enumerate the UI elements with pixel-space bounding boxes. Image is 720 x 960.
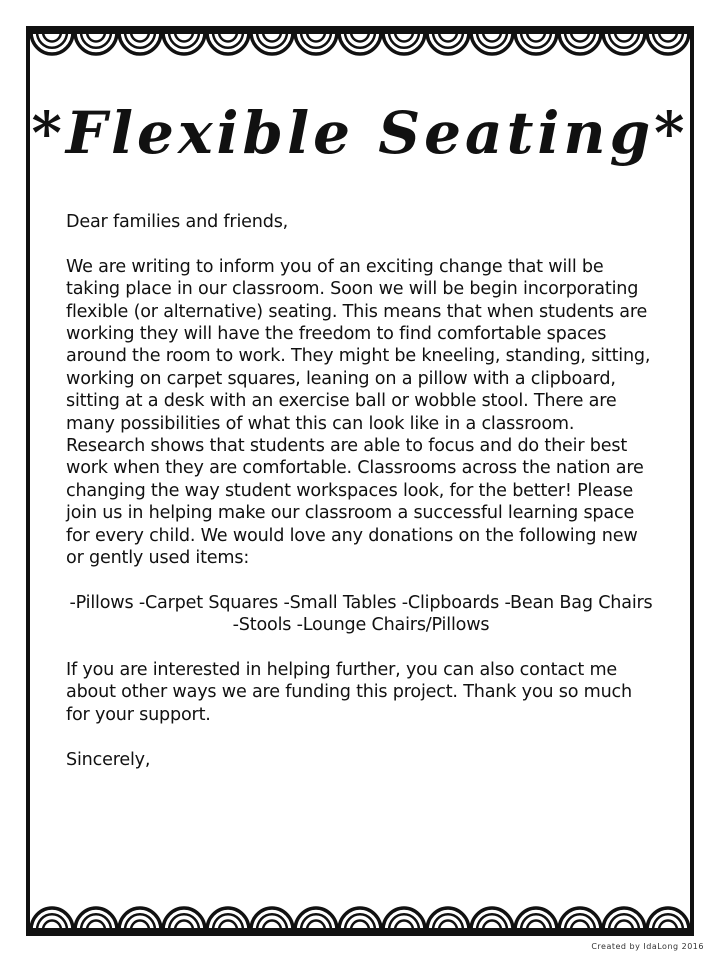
scallop-border-bottom	[30, 896, 690, 932]
donation-items: -Pillows -Carpet Squares -Small Tables -Clipboards -Bean Bag Chairs -Stools -Lounge Chairs/Pillows	[69, 592, 653, 636]
scallop-arch	[609, 914, 639, 930]
scallop-arch	[125, 32, 155, 48]
scallop-arch	[433, 32, 463, 48]
scallop-arch	[345, 32, 375, 48]
scallop-arch	[213, 914, 243, 930]
scallop-border-top	[30, 30, 690, 66]
scallop-baseline	[30, 30, 690, 34]
scallop-arch	[609, 32, 639, 48]
scallop-arch	[213, 32, 243, 48]
scallop-arch	[653, 914, 683, 930]
scallop-arch	[81, 32, 111, 48]
salutation: Dear families and friends,	[66, 212, 289, 232]
signoff: Sincerely,	[66, 749, 151, 770]
scallop-arch	[37, 914, 67, 930]
scallop-arch	[389, 914, 419, 930]
body-paragraph: We are writing to inform you of an exciting change that will be taking place in our classroom. Soon we will be begin incorporating flexible (or alternative) seating. This means that when students are working they will have the freedom to find comfortable spaces around the room to work. They might be kneeling, standing, sitting, working on carpet squares, leaning on a pillow with a clipboard, sitting at a desk with an exercise ball or wobble stool. There are many possibilities of what this can look like in a classroom. Research shows that students are able to focus and do their best work when they are comfortable. Classrooms across the nation are changing the way student workspaces look, for the better! Please join us in helping make our classroom a successful learning space for every child. We would love any donations on the following new or gently used items:	[66, 256, 651, 569]
scallop-arch	[477, 32, 507, 48]
letter-body	[66, 211, 656, 793]
scallop-arch	[257, 32, 287, 48]
closing-paragraph: If you are interested in helping further, you can also contact me about other ways we are funding this project. Thank you so much for your support.	[66, 660, 632, 725]
scallop-arch	[37, 32, 67, 48]
scallop-arch	[653, 32, 683, 48]
scallop-arch	[389, 32, 419, 48]
scallop-baseline	[30, 928, 690, 932]
scallop-arch	[257, 914, 287, 930]
scallop-arch	[345, 914, 375, 930]
scallop-arch	[565, 914, 595, 930]
creator-credit: Created by IdaLong 2016	[591, 942, 704, 951]
scallop-arch	[301, 32, 331, 48]
scallop-arch	[477, 914, 507, 930]
scallop-arch	[433, 914, 463, 930]
scallop-arch	[169, 32, 199, 48]
scallop-arch	[125, 914, 155, 930]
scallop-arch	[565, 32, 595, 48]
letter-title: *Flexible Seating*	[31, 99, 689, 167]
scallop-arch	[81, 914, 111, 930]
scallop-arch	[169, 914, 199, 930]
scallop-arch	[521, 32, 551, 48]
scallop-arch	[521, 914, 551, 930]
scallop-arch	[301, 914, 331, 930]
